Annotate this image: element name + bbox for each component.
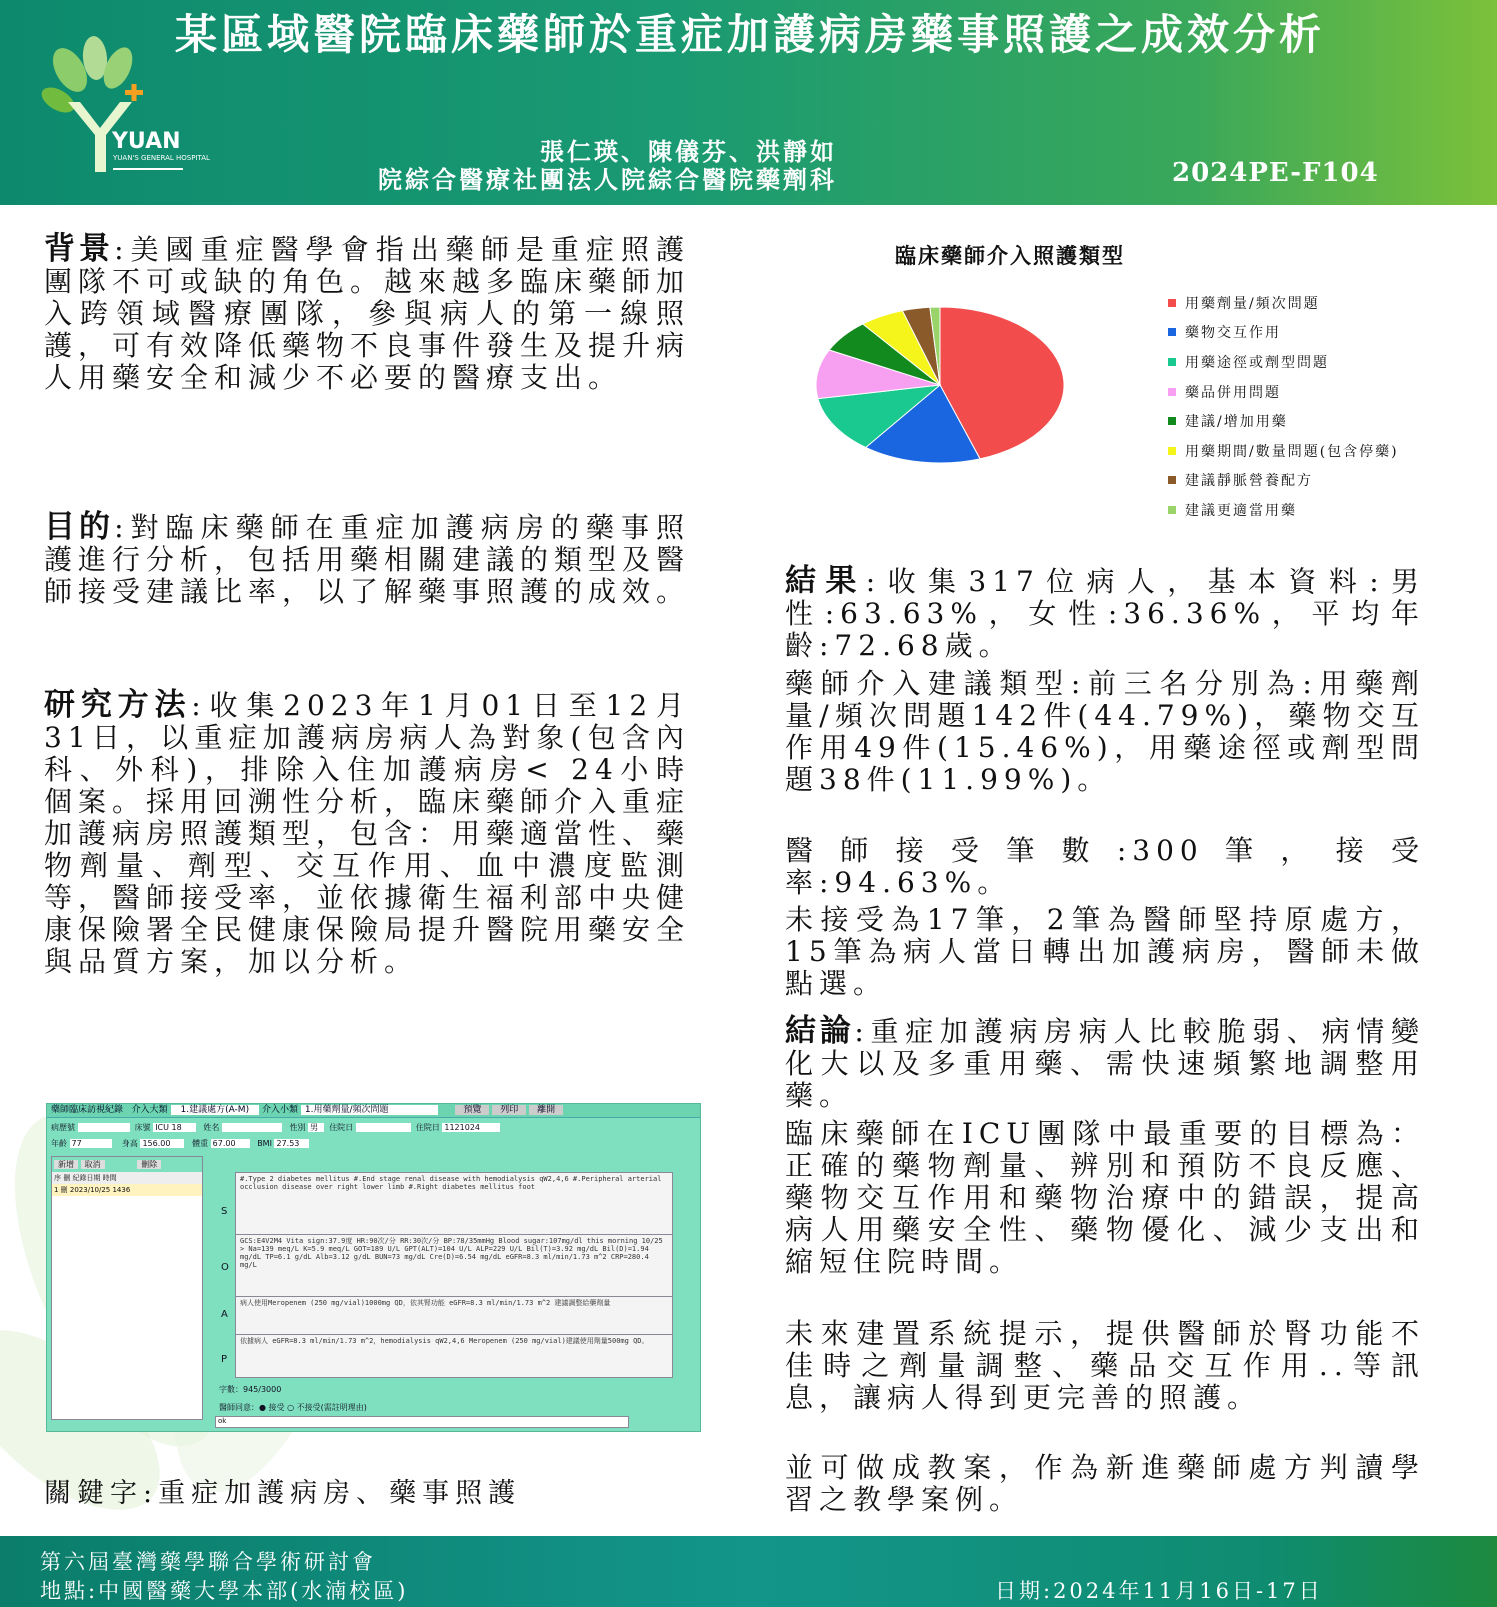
purpose-text: :對臨床藥師在重症加護病房的藥事照護進行分析，包括用藥相關建議的類型及醫師接受建議比率，以了解藥事照護的成效。 (44, 511, 691, 608)
legend-item-5 (1168, 406, 1493, 436)
conclusion-p2: 臨床藥師在ICU團隊中最重要的目標為：正確的藥物劑量、辨別和預防不良反應、藥物交互作用和藥物治療中的錯誤，提高病人用藥安全性、藥物優化、減少支出和縮短住院時間。 (785, 1117, 1425, 1278)
results-section (785, 565, 1425, 662)
record-list-toolbar (52, 1157, 202, 1172)
cancel-record-button[interactable]: 取消 (81, 1160, 105, 1169)
legend-label: 藥物交互作用 (1185, 325, 1281, 342)
patient-info-row-1 (51, 1122, 500, 1133)
name-input[interactable] (222, 1123, 282, 1132)
soap-s-label: S (221, 1206, 228, 1217)
legend-label: 藥品併用問題 (1185, 384, 1281, 401)
subtype-select[interactable]: 1.用藥劑量/頻次問題 (301, 1105, 439, 1115)
chart-title: 臨床藥師介入照護類型 (895, 243, 1125, 268)
conclusion-p3: 未來建置系統提示，提供醫師於腎功能不佳時之劑量調整、藥品交互作用..等訊息，讓病人得到更完善的照護。 (785, 1317, 1425, 1414)
sex-input[interactable]: 男 (308, 1123, 324, 1132)
bed-input[interactable]: ICU 18 (153, 1123, 196, 1132)
legend-swatch (1168, 299, 1176, 307)
hospital-logo (40, 40, 210, 190)
background-text: :美國重症醫學會指出藥師是重症照護團隊不可或缺的角色。越來越多臨床藥師加入跨領域醫療團隊，參與病人的第一線照護，可有效降低藥物不良事件發生及提升病人用藥安全和減少不必要的醫療支出。 (44, 233, 691, 394)
keywords: 關鍵字:重症加護病房、藥事照護 (44, 1478, 522, 1509)
height-input[interactable]: 156.00 (140, 1139, 184, 1148)
legend-label: 用藥劑量/頻次問題 (1185, 295, 1320, 312)
record-system-screenshot (46, 1103, 701, 1432)
delete-record-button[interactable]: 刪除 (137, 1160, 161, 1169)
bed-label: 床號 (134, 1123, 151, 1132)
conference-name: 第六屆臺灣藥學聯合學術研討會 (40, 1550, 376, 1574)
record-list (51, 1156, 203, 1420)
legend-swatch (1168, 506, 1176, 514)
legend-item-3 (1168, 347, 1493, 377)
weight-input[interactable]: 67.00 (211, 1139, 250, 1148)
results-p3: 醫師接受筆數:300筆，接受率:94.63%。 (785, 834, 1425, 899)
chart-legend (1168, 288, 1493, 525)
legend-swatch (1168, 388, 1176, 396)
legend-item-8 (1168, 495, 1493, 525)
conclusion-p4: 並可做成教案，作為新進藥師處方判讀學習之教學案例。 (785, 1451, 1425, 1516)
legend-swatch (1168, 417, 1176, 425)
char-count: 字數：945/3000 (219, 1385, 282, 1394)
results-p4: 未接受為17筆，2筆為醫師堅持原處方，15筆為病人當日轉出加護病房，醫師未做點選。 (785, 903, 1425, 1000)
legend-label: 建議更適當用藥 (1185, 502, 1297, 519)
subtype-label: 介入小類 (261, 1105, 298, 1115)
logo-text: YUAN (112, 129, 181, 154)
screenshot-window-title: 藥師臨床訪視紀錄 (51, 1105, 124, 1115)
admit-input[interactable] (356, 1123, 411, 1132)
background-heading: 背景 (44, 231, 115, 267)
age-label: 年齡 (51, 1139, 67, 1148)
conclusion-section (785, 1015, 1425, 1112)
legend-item-4 (1168, 377, 1493, 407)
conference-date: 日期:2024年11月16日-17日 (995, 1579, 1323, 1603)
comment-input[interactable]: ok (215, 1416, 629, 1428)
height-label: 身高 (121, 1139, 138, 1148)
conclusion-p1: :重症加護病房病人比較脆弱、病情變化大以及多重用藥、需快速頻繁地調整用藥。 (785, 1015, 1426, 1112)
purpose-section (44, 511, 690, 608)
methods-section (44, 689, 690, 978)
legend-item-7 (1168, 466, 1493, 496)
conference-venue: 地點:中國醫藥大學本部(水湳校區) (40, 1579, 409, 1603)
sex-label: 性別 (289, 1123, 306, 1132)
legend-swatch (1168, 328, 1176, 336)
patient-info-row-2 (51, 1138, 309, 1149)
methods-text: :收集2023年1月01日至12月31日，以重症加護病房病人為對象(包含內科、外科)，排除入住加護病房< 24小時個案。採用回溯性分析，臨床藥師介入重症加護病房照護類型，包含：用藥適當性、藥物劑量、劑型、交互作用、血中濃度監測等，醫師接受率，並依據衛生福利部中央健康保險署全民健康保險局提升醫院用藥安全與品質方案，加以分析。 (44, 689, 691, 978)
record-list-row[interactable]: 1 刪 2023/10/25 1436 (52, 1184, 202, 1196)
intervention-label: 介入大類 (131, 1105, 168, 1115)
weight-label: 體重 (192, 1139, 209, 1148)
results-heading: 結果 (785, 563, 866, 599)
admit-label-2: 住院日 (415, 1123, 440, 1132)
screenshot-titlebar (47, 1104, 700, 1118)
bmi-label: BMI (257, 1139, 272, 1148)
pie-chart (810, 300, 1070, 470)
chart-no-input[interactable] (78, 1123, 130, 1132)
chart-no-label: 病歷號 (51, 1123, 75, 1132)
preview-button[interactable]: 預覽 (455, 1105, 489, 1115)
legend-swatch (1168, 476, 1176, 484)
legend-item-1 (1168, 288, 1493, 318)
poster-title: 某區域醫院臨床藥師於重症加護病房藥事照護之成效分析 (174, 10, 1325, 59)
authors: 張仁瑛、陳儀芬、洪靜如 (540, 137, 837, 166)
age-input[interactable]: 77 (70, 1139, 112, 1148)
name-label: 姓名 (203, 1123, 220, 1132)
record-list-header: 序 刪 紀錄日期 時間 (52, 1172, 202, 1184)
intervention-select[interactable]: 1.建議處方(A-M) (171, 1105, 260, 1115)
conclusion-heading: 結論 (785, 1013, 855, 1049)
physician-accept-radio[interactable]: 醫師同意：● 接受 ○ 不接受(需註明理由) (219, 1403, 367, 1412)
purpose-heading: 目的 (44, 509, 115, 545)
legend-swatch (1168, 358, 1176, 366)
bmi-input[interactable]: 27.53 (274, 1139, 309, 1148)
legend-label: 用藥期間/數量問題(包含停藥) (1185, 443, 1399, 460)
close-button[interactable]: 離開 (529, 1105, 563, 1115)
soap-a-label: A (221, 1309, 228, 1320)
legend-label: 用藥途徑或劑型問題 (1185, 354, 1329, 371)
legend-item-2 (1168, 318, 1493, 348)
background-section (44, 233, 690, 394)
results-p1: :收集317位病人，基本資料:男性:63.63%，女性:36.36%，平均年齡:72.68歲。 (785, 565, 1426, 662)
subjective-textarea[interactable]: #.Type 2 diabetes mellitus #.End stage renal disease with hemodialysis qW2,4,6 #.Peripheral arterial occlusion disease over right lower limb #.Right diabetes mellitus foot (235, 1172, 673, 1236)
assessment-textarea[interactable]: 病人使用Meropenem (250 mg/vial)1000mg QD，依其腎功能 eGFR=8.3 ml/min/1.73 m^2 建議調整給藥劑量 (235, 1296, 673, 1336)
objective-textarea[interactable]: GCS:E4V2M4 Vita sign:37.9度 HR:90次/分 RR:30次/分 BP:78/35mmHg Blood sugar:107mg/dl this morning 10/25 > Na=139 meq/L K=5.9 meq/L GOT=189 U/L GPT(ALT)=104 U/L ALP=229 U/L Bil(T)=3.92 mg/dL Bil(D)=1.94 mg/dL TP=6.1 g/dL Alb=3.12 g/dL BUN=73 mg/dL Cre(D)=6.54 mg/dL eGFR=8.3 ml/min/1.73 m^2 CRP=280.4 mg/L (235, 1234, 673, 1298)
legend-item-6 (1168, 436, 1493, 466)
affiliation: 院綜合醫療社團法人院綜合醫院藥劑科 (378, 165, 837, 194)
legend-label: 建議/增加用藥 (1185, 414, 1288, 431)
new-record-button[interactable]: 新增 (54, 1160, 78, 1169)
results-p2: 藥師介入建議類型:前三名分別為:用藥劑量/頻次問題142件(44.79%)，藥物交互作用49件(15.46%)，用藥途徑或劑型問題38件(11.99%)。 (785, 667, 1425, 796)
legend-swatch (1168, 447, 1176, 455)
admit-date-input[interactable]: 1121024 (442, 1123, 500, 1132)
legend-label: 建議靜脈營養配方 (1185, 473, 1313, 490)
methods-heading: 研究方法 (44, 687, 192, 723)
logo-subtext: YUAN'S GENERAL HOSPITAL (113, 154, 210, 162)
print-button[interactable]: 列印 (492, 1105, 526, 1115)
soap-p-label: P (221, 1354, 228, 1365)
plan-textarea[interactable]: 依據病人 eGFR=8.3 ml/min/1.73 m^2，hemodialysis qW2,4,6 Meropenem (250 mg/vial)建議使用劑量500mg QD。 (235, 1334, 673, 1378)
admit-label: 住院日 (329, 1123, 354, 1132)
soap-o-label: O (221, 1262, 229, 1273)
poster-code: 2024PE-F104 (1172, 158, 1379, 188)
